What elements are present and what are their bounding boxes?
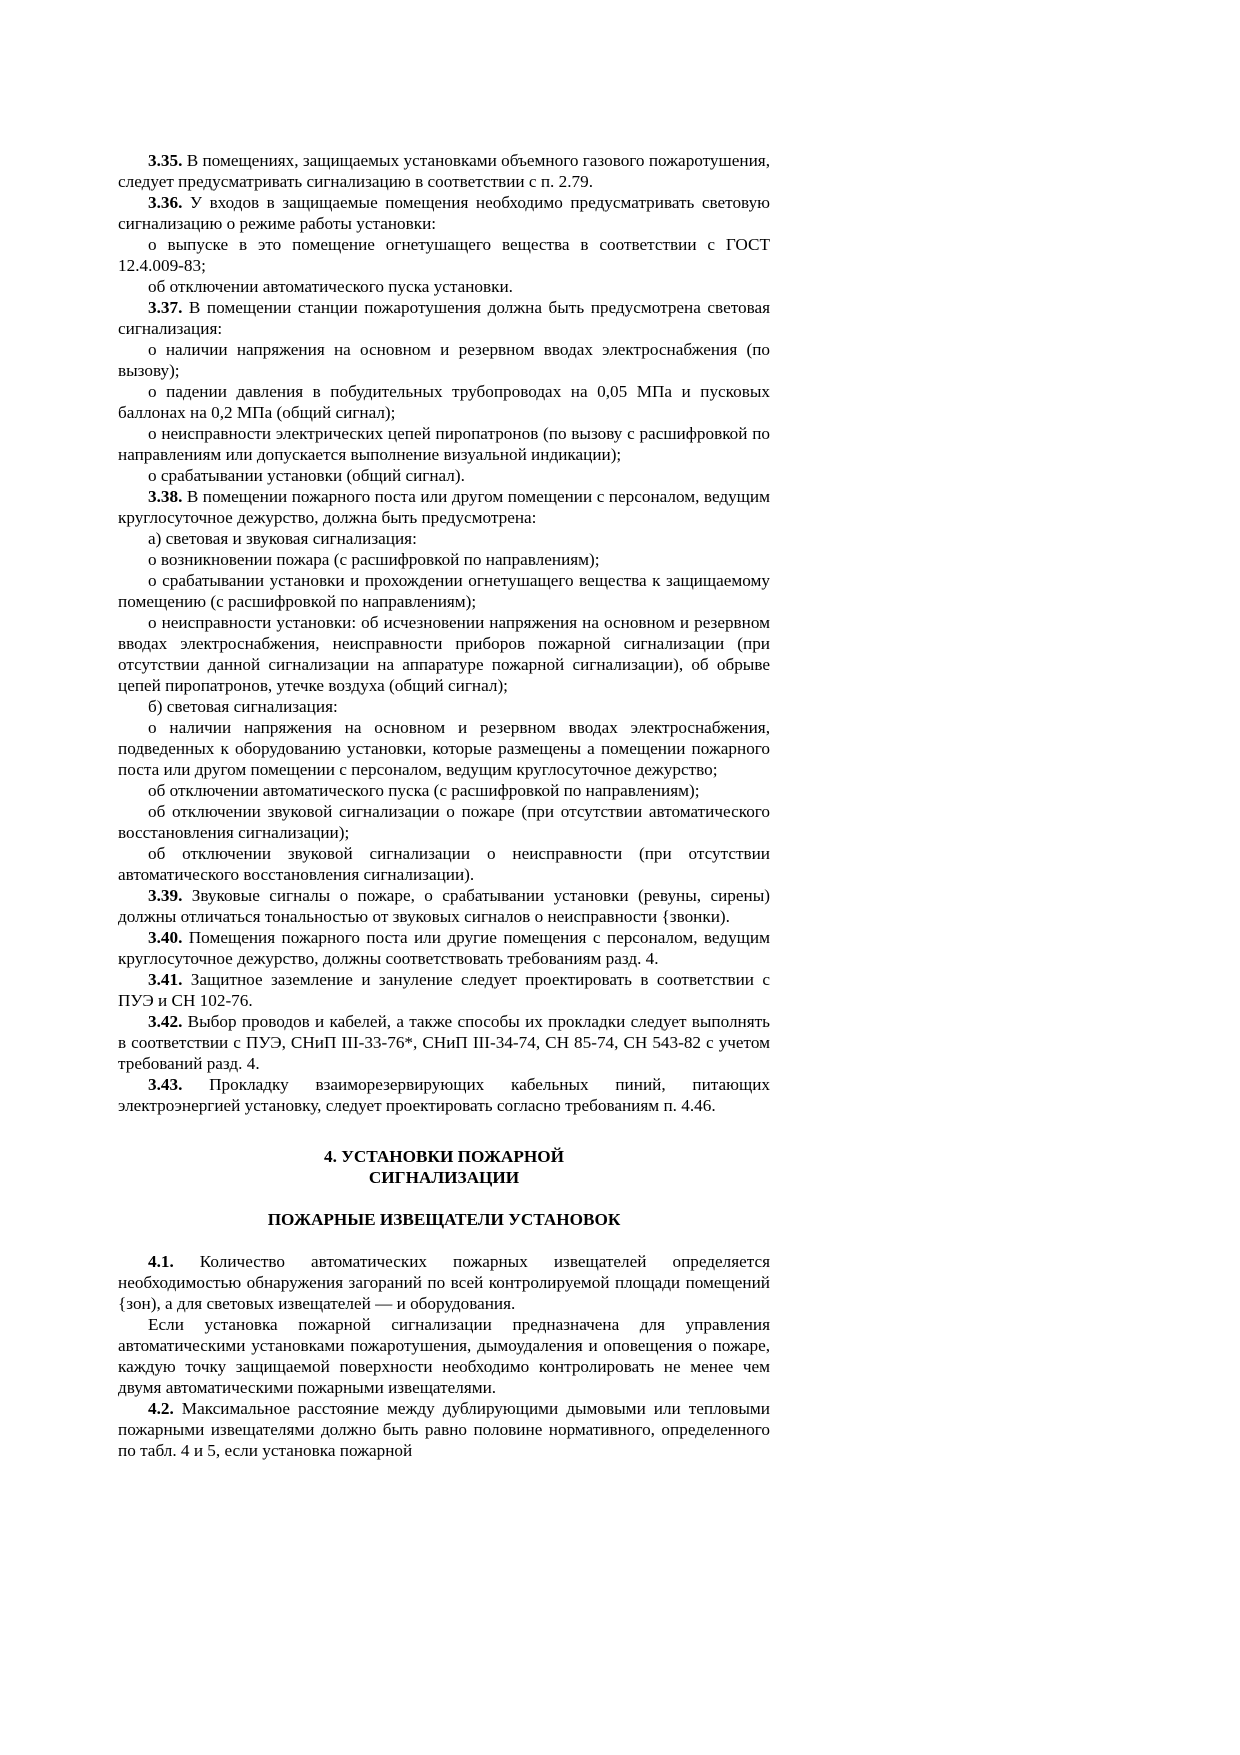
paragraph-text: о падении давления в побудительных трубопроводах на 0,05 МПа и пусковых баллонах на 0,2 МПа (общий сигнал); (118, 382, 770, 422)
paragraph-text: об отключении звуковой сигнализации о неисправности (при отсутствии автоматического восстановления сигнализации). (118, 844, 770, 884)
paragraph (118, 1398, 770, 1461)
paragraph-text: а) световая и звуковая сигнализация: (148, 529, 417, 548)
paragraph (118, 885, 770, 927)
paragraph-text: б) световая сигнализация: (148, 697, 338, 716)
paragraph (118, 843, 770, 885)
paragraph-number: 4.2. (148, 1399, 174, 1418)
paragraph (118, 549, 770, 570)
paragraph (118, 612, 770, 696)
subsection-title: ПОЖАРНЫЕ ИЗВЕЩАТЕЛИ УСТАНОВОК (267, 1210, 621, 1229)
paragraph (118, 801, 770, 843)
paragraph (118, 528, 770, 549)
paragraph (118, 1074, 770, 1116)
paragraph (118, 297, 770, 339)
paragraphs-bottom (118, 1251, 770, 1461)
paragraph-text: о наличии напряжения на основном и резервном вводах электроснабжения, подведенных к оборудованию установки, которые размещены а помещении пожарного поста или другом помещении с персоналом, ведущим круглосуточное дежурство; (118, 718, 770, 779)
section-title: 4. УСТАНОВКИ ПОЖАРНОЙ СИГНАЛИЗАЦИИ (324, 1147, 564, 1187)
paragraph (118, 234, 770, 276)
paragraph-text: о срабатывании установки и прохождении огнетушащего вещества к защищаемому помещению (с расшифровкой по направлениям); (118, 571, 770, 611)
paragraph (118, 192, 770, 234)
paragraph-text: об отключении автоматического пуска (с расшифровкой по направлениям); (148, 781, 700, 800)
paragraph-number: 3.37. (148, 298, 183, 317)
paragraph-number: 3.35. (148, 151, 183, 170)
paragraph-text: об отключении автоматического пуска установки. (148, 277, 513, 296)
paragraph-text: Защитное заземление и зануление следует проектировать в соответствии с ПУЭ и СН 102-76. (118, 970, 770, 1010)
paragraph-number: 3.43. (148, 1075, 183, 1094)
paragraph (118, 969, 770, 1011)
paragraph-text: Помещения пожарного поста или другие помещения с персоналом, ведущим круглосуточное дежурство, должны соответствовать требованиям разд. 4. (118, 928, 770, 968)
paragraph-number: 3.38. (148, 487, 183, 506)
paragraph-text: Звуковые сигналы о пожаре, о срабатывании установки (ревуны, сирены) должны отличаться тональностью от звуковых сигналов о неисправности {звонки). (118, 886, 770, 926)
paragraphs-top (118, 150, 770, 1116)
paragraph (118, 1314, 770, 1398)
paragraph-number: 3.40. (148, 928, 183, 947)
paragraph-text: о выпуске в это помещение огнетушащего вещества в соответствии с ГОСТ 12.4.009-83; (118, 235, 770, 275)
paragraph (118, 570, 770, 612)
paragraph-number: 3.41. (148, 970, 183, 989)
paragraph (118, 1011, 770, 1074)
paragraph-text: В помещении пожарного поста или другом помещении с персоналом, ведущим круглосуточное дежурство, должна быть предусмотрена: (118, 487, 770, 527)
paragraph (118, 717, 770, 780)
paragraph-text: Максимальное расстояние между дублирующими дымовыми или тепловыми пожарными извещателями должно быть равно половине нормативного, определенного по табл. 4 и 5, если установка пожарной (118, 1399, 770, 1460)
document-page (118, 150, 770, 1461)
paragraph-number: 3.36. (148, 193, 183, 212)
paragraph-number: 4.1. (148, 1252, 174, 1271)
paragraph (118, 1251, 770, 1314)
paragraph (118, 927, 770, 969)
paragraph (118, 465, 770, 486)
paragraph (118, 423, 770, 465)
paragraph-number: 3.39. (148, 886, 183, 905)
paragraph (118, 486, 770, 528)
paragraph-text: Если установка пожарной сигнализации предназначена для управления автоматическими установками пожаротушения, дымоудаления и оповещения о пожаре, каждую точку защищаемой поверхности необходимо контролировать не менее чем двумя автоматическими пожарными извещателями. (118, 1315, 770, 1397)
paragraph-text: о срабатывании установки (общий сигнал). (148, 466, 465, 485)
paragraph-text: В помещениях, защищаемых установками объемного газового пожаротушения, следует предусматривать сигнализацию в соответствии с п. 2.79. (118, 151, 770, 191)
paragraph-text: о наличии напряжения на основном и резервном вводах электроснабжения (по вызову); (118, 340, 770, 380)
paragraph-text: Прокладку взаиморезервирующих кабельных пиний, питающих электроэнергией установку, следует проектировать согласно требованиям п. 4.46. (118, 1075, 770, 1115)
paragraph-text: об отключении звуковой сигнализации о пожаре (при отсутствии автоматического восстановления сигнализации); (118, 802, 770, 842)
paragraph (118, 696, 770, 717)
paragraph (118, 276, 770, 297)
paragraph (118, 150, 770, 192)
paragraph-text: Выбор проводов и кабелей, а также способы их прокладки следует выполнять в соответствии с ПУЭ, СНиП III-33-76*, СНиП III-34-74, СН 85-74, СН 543-82 с учетом требований разд. 4. (118, 1012, 770, 1073)
paragraph-text: У входов в защищаемые помещения необходимо предусматривать световую сигнализацию о режиме работы установки: (118, 193, 770, 233)
paragraph (118, 339, 770, 381)
paragraph-text: Количество автоматических пожарных извещателей определяется необходимостью обнаружения загораний по всей контролируемой площади помещений {зон), а для световых извещателей — и оборудования. (118, 1252, 770, 1313)
paragraph-text: о возникновении пожара (с расшифровкой по направлениям); (148, 550, 600, 569)
paragraph-text: о неисправности установки: об исчезновении напряжения на основном и резервном вводах электроснабжения, неисправности приборов пожарной сигнализации (при отсутствии данной сигнализации на аппаратуре пожарной сигнализации), об обрыве цепей пиропатронов, утечке воздуха (общий сигнал); (118, 613, 770, 695)
paragraph (118, 780, 770, 801)
paragraph-number: 3.42. (148, 1012, 183, 1031)
paragraph (118, 381, 770, 423)
paragraph-text: В помещении станции пожаротушения должна быть предусмотрена световая сигнализация: (118, 298, 770, 338)
paragraph-text: о неисправности электрических цепей пиропатронов (по вызову с расшифровкой по направлениям или допускается выполнение визуальной индикации); (118, 424, 770, 464)
